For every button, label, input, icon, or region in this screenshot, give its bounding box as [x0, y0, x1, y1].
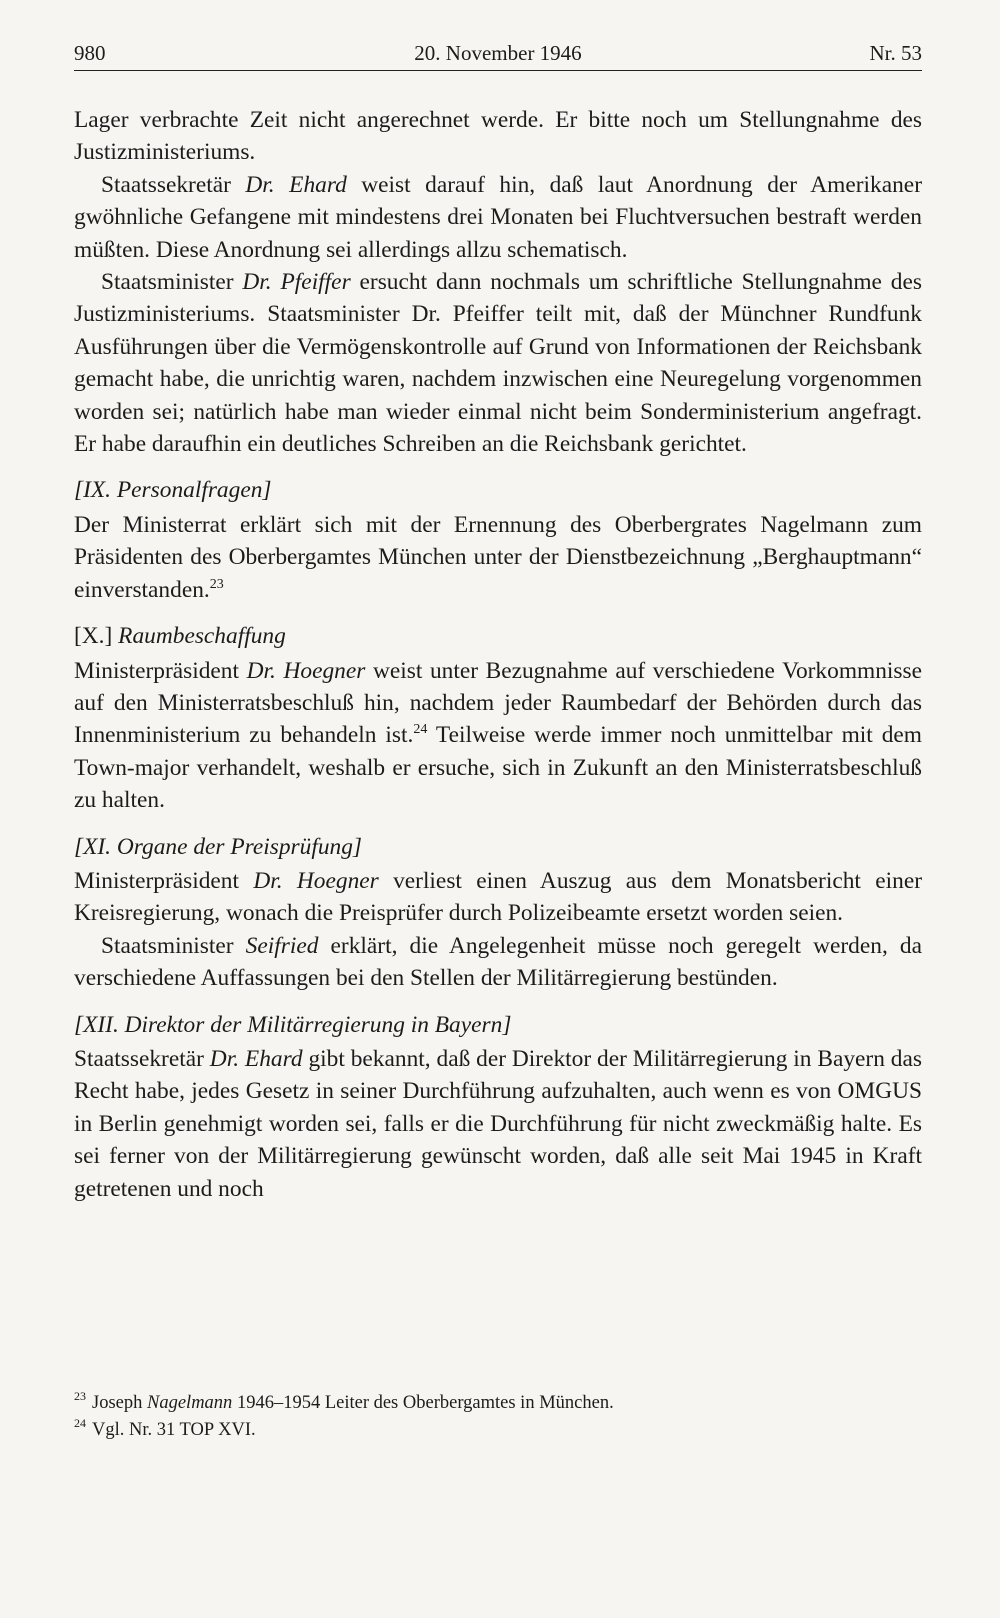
body-text [74, 104, 922, 1205]
paragraph-text: Lager verbrachte Zeit nicht angerechnet werde. Er bitte noch um Stellungnahme des Justizministeriums. [74, 107, 922, 166]
paragraph-text: Staatssekretär [101, 171, 246, 198]
footnote-24 [74, 1417, 922, 1444]
paragraph-text: Staatsminister [101, 269, 243, 296]
paragraph-text: Staatsminister [101, 932, 246, 959]
speaker-name: Dr. Pfeiffer [242, 269, 351, 296]
paragraph-text: gibt bekannt, daß der Direktor der Militärregierung in Bayern das Recht habe, jedes Gesetz in seiner Durchführung aufzuhalten, auch wenn es von OMGUS in Berlin genehmigt worden sei, falls er die Durchführung für nicht zweckmäßig halte. Es sei ferner von der Militärregierung gewünscht worden, daß alle seit Mai 1945 in Kraft getretenen und noch [74, 1045, 922, 1202]
speaker-name: Dr. Hoegner [246, 657, 366, 684]
header-date: 20. November 1946 [414, 41, 582, 65]
paragraph-ehard-2 [74, 1043, 922, 1205]
footnote-ref-23[interactable]: 23 [209, 576, 224, 592]
paragraph-text: verliest einen Auszug aus dem Monatsbericht einer Kreisregierung, wonach die Preisprüfer durch Polizeibeamte ersetzt worden seien. [74, 867, 922, 927]
footnote-text: Joseph [92, 1393, 147, 1413]
heading-text: [IX. Personalfragen] [74, 477, 272, 504]
paragraph-hoegner-preis [74, 865, 922, 930]
paragraph-text: Ministerpräsident [74, 657, 247, 684]
page-number: 980 [74, 41, 106, 65]
speaker-name: Dr. Ehard [209, 1045, 303, 1072]
paragraph-text: weist unter Bezugnahme auf verschiedene Vorkommnisse auf den Ministerratsbeschluß hin, nachdem jeder Raumbedarf der Behörden durch das Innenministerium zu behandeln ist. [74, 657, 922, 749]
footnote-23 [74, 1390, 922, 1417]
footnote-ref-24[interactable]: 24 [413, 722, 428, 738]
paragraph-text: Der Ministerrat erklärt sich mit der Ernennung des Oberbergrates Nagelmann zum Präsidenten des Oberbergamtes München unter der Dienstbezeichnung „Berghauptmann“ einverstanden. [74, 511, 922, 603]
paragraph-ehard-1 [74, 169, 922, 266]
paragraph-text: ersucht dann nochmals um schriftliche Stellungnahme des Justizministeriums. Staatsminister Dr. Pfeiffer teilt mit, daß der Münchner Rundfunk Ausführungen über die Vermögenskontrolle auf Grund von Informationen der Reichsbank gemacht habe, die unrichtig waren, nachdem inzwischen eine Neuregelung vorgenommen worden sei; natürlich habe man wieder einmal nicht beim Sonderministerium angefragt. Er habe daraufhin ein deutliches Schreiben an die Reichsbank gerichtet. [74, 269, 922, 458]
running-header [74, 36, 922, 71]
paragraph-continuation [74, 104, 922, 169]
paragraph-text: weist darauf hin, daß laut Anordnung der Amerikaner gwöhnliche Gefangene mit mindestens drei Monaten bei Fluchtversuchen bestraft werden müßten. Diese Anordnung sei allerdings allzu schematisch. [74, 171, 922, 263]
footnote-name: Nagelmann [147, 1393, 233, 1413]
footnote-number: 24 [74, 1416, 86, 1430]
section-heading-ix [74, 474, 922, 506]
heading-prefix: [X.] [74, 623, 119, 650]
footnote-text: Vgl. Nr. 31 TOP XVI. [92, 1420, 256, 1440]
paragraph-seifried [74, 930, 922, 995]
section-heading-xii [74, 1009, 922, 1041]
paragraph-text: Teilweise werde immer noch unmittelbar mit dem Town-major verhandelt, weshalb er ersuche, sich in Zukunft an den Ministerratsbeschluß zu halten. [74, 722, 922, 814]
section-heading-xi [74, 831, 922, 863]
heading-text: [XII. Direktor der Militärregierung in Bayern] [74, 1011, 512, 1038]
footnote-text: 1946–1954 Leiter des Oberbergamtes in München. [232, 1393, 614, 1413]
footnotes [74, 1390, 922, 1444]
paragraph-pfeiffer [74, 266, 922, 460]
speaker-name: Seifried [245, 932, 319, 959]
issue-number: Nr. 53 [869, 41, 922, 65]
paragraph-personalfragen [74, 509, 922, 606]
heading-text: [XI. Organe der Preisprüfung] [74, 833, 363, 860]
speaker-name: Dr. Hoegner [253, 867, 379, 894]
paragraph-raumbeschaffung [74, 655, 922, 817]
footnote-number: 23 [74, 1389, 86, 1403]
speaker-name: Dr. Ehard [245, 171, 347, 198]
heading-text: Raumbeschaffung [118, 623, 286, 650]
paragraph-text: Staatssekretär [74, 1045, 210, 1072]
section-heading-x [74, 620, 922, 652]
paragraph-text: Ministerpräsident [74, 867, 254, 894]
paragraph-text: erklärt, die Angelegenheit müsse noch geregelt werden, da verschiedene Auffassungen bei den Stellen der Militärregierung bestünden. [74, 932, 922, 992]
